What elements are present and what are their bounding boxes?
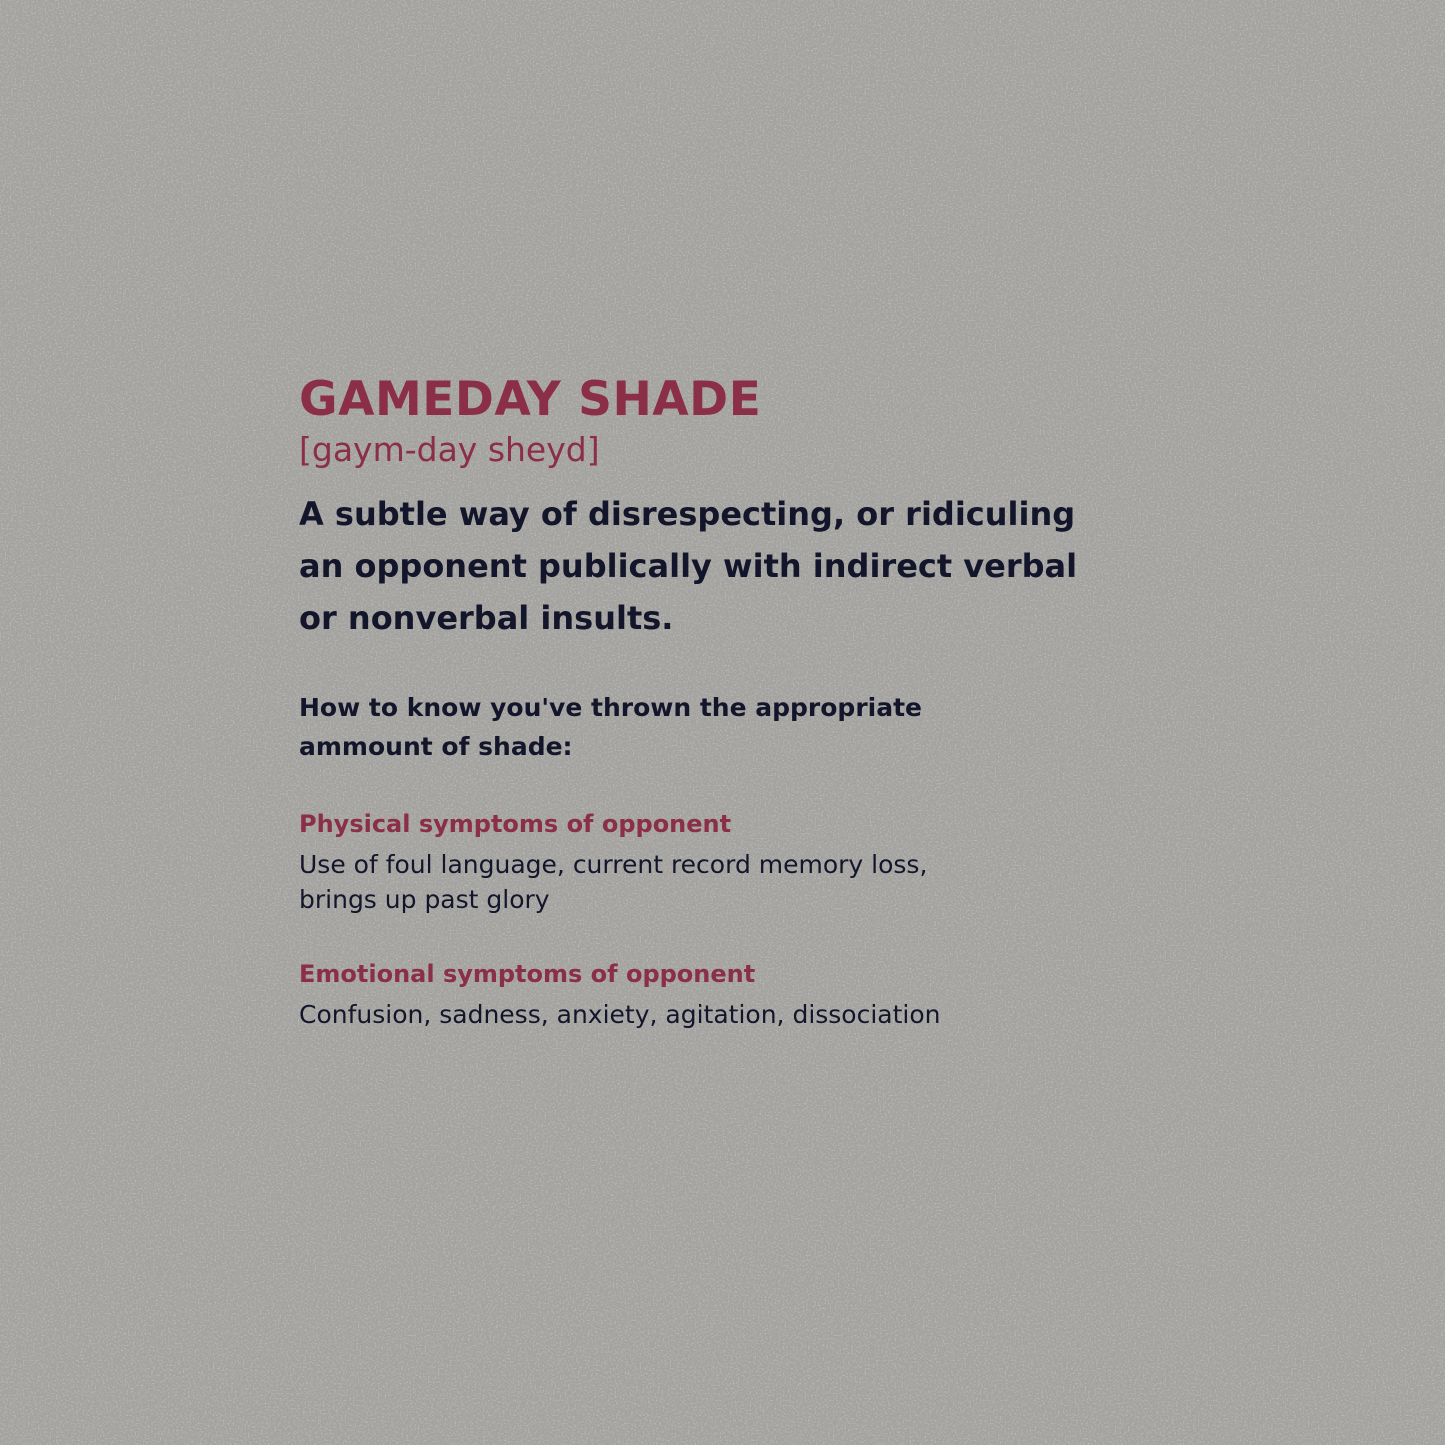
- definition-print: [299, 372, 1179, 1032]
- emotional-symptoms-text: [299, 997, 1179, 1032]
- emotional-symptoms-heading: Emotional symptoms of opponent: [299, 960, 756, 988]
- howto-line: ammount of shade:: [299, 732, 573, 761]
- term-title: GAMEDAY SHADE: [299, 372, 762, 427]
- symptoms-line: brings up past glory: [299, 885, 550, 914]
- physical-symptoms-heading: Physical symptoms of opponent: [299, 810, 732, 838]
- definition-line: or nonverbal insults.: [299, 599, 674, 637]
- howto-heading: [299, 688, 1179, 766]
- symptoms-line: Confusion, sadness, anxiety, agitation, dissociation: [299, 1000, 941, 1029]
- howto-line: How to know you've thrown the appropriate: [299, 693, 922, 722]
- definition-line: an opponent publically with indirect verbal: [299, 547, 1078, 585]
- physical-symptoms-text: [299, 847, 1179, 917]
- definition-text: [299, 488, 1179, 644]
- pronunciation: [gaym-day sheyd]: [299, 430, 600, 469]
- symptoms-line: Use of foul language, current record memory loss,: [299, 850, 928, 879]
- definition-line: A subtle way of disrespecting, or ridiculing: [299, 495, 1076, 533]
